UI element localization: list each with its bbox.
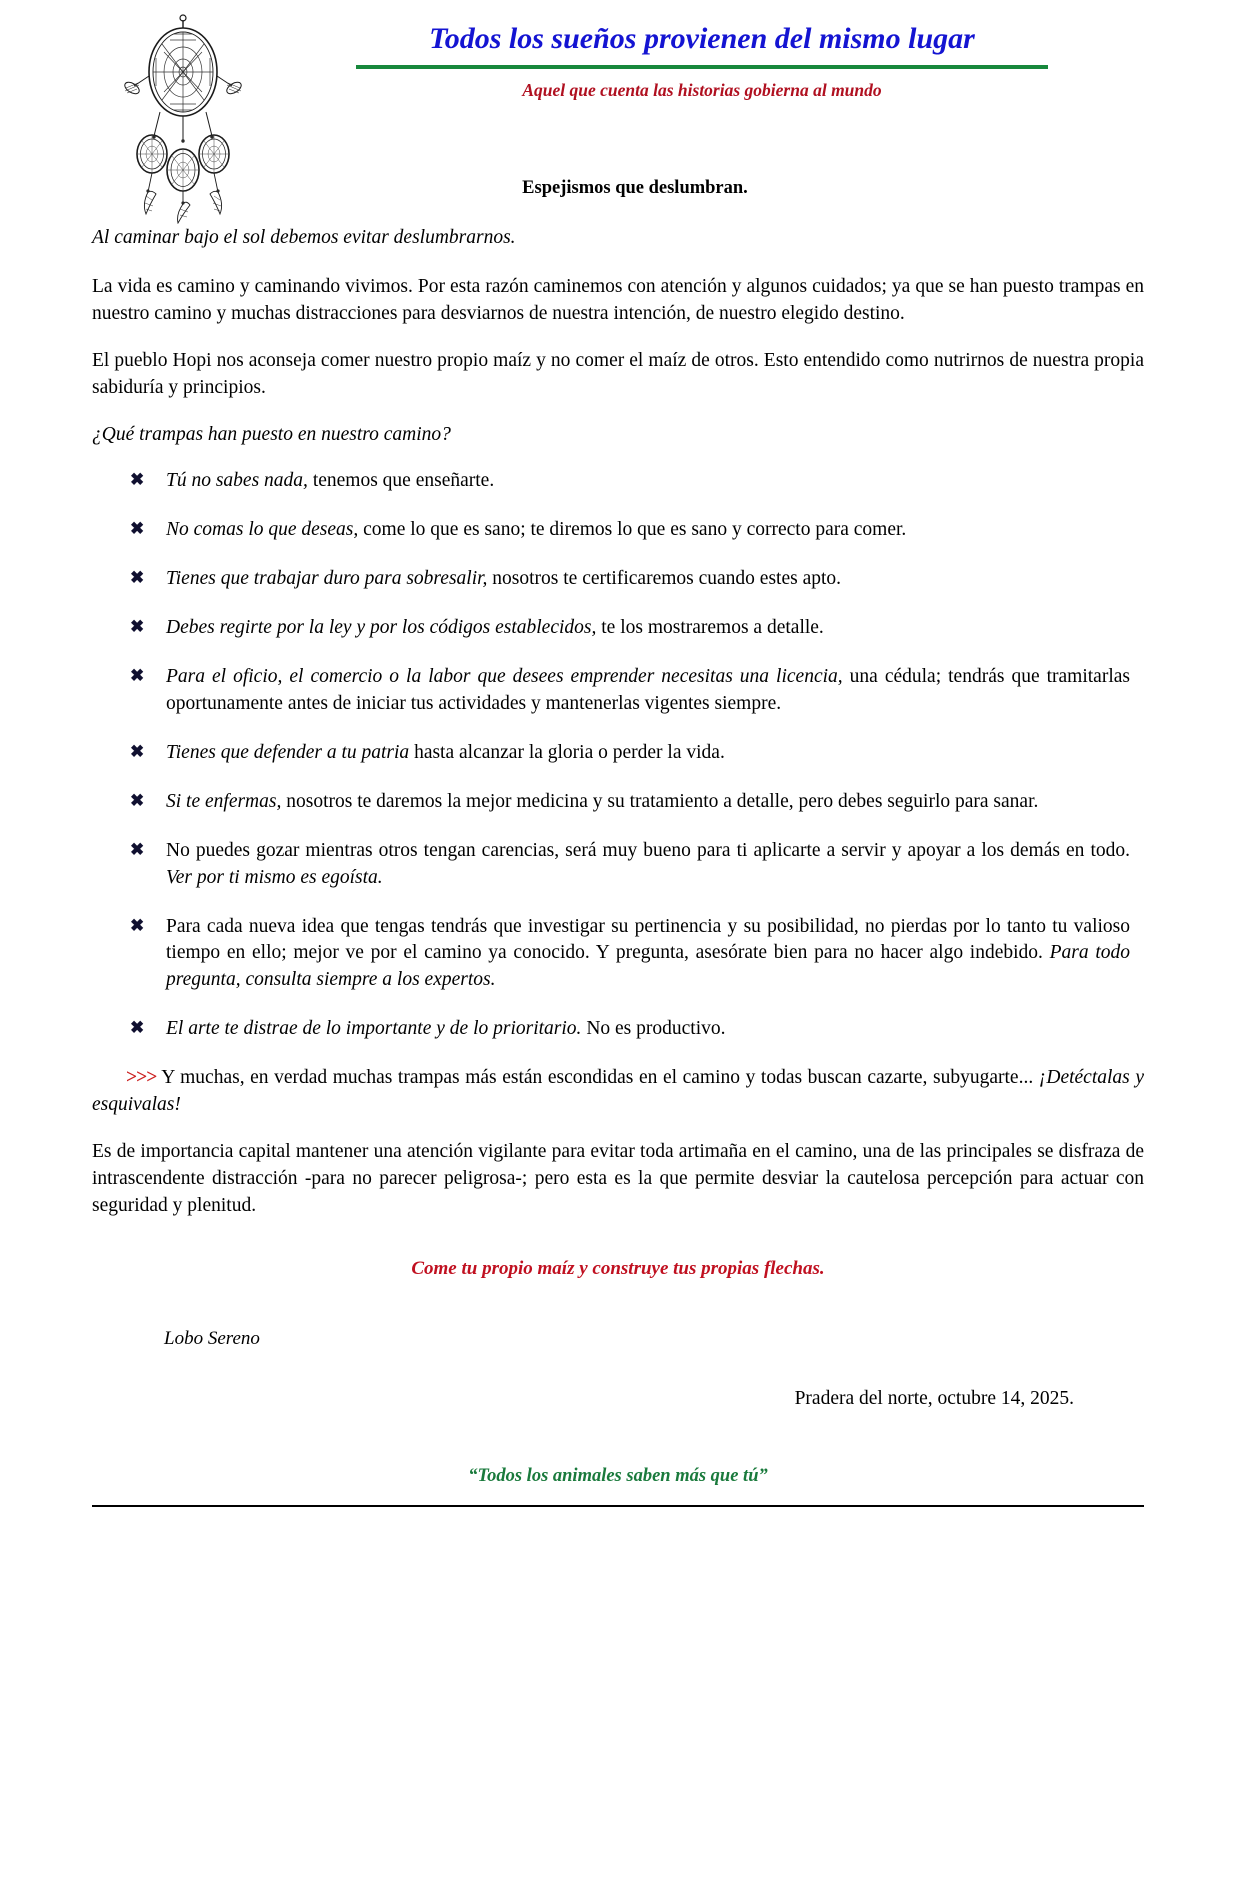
lead-paragraph: Al caminar bajo el sol debemos evitar deslumbrarnos. [92, 227, 516, 248]
header-text-block [262, 22, 1142, 101]
page-title: Todos los sueños provienen del mismo lugar [429, 22, 975, 55]
list-item-emphasis: No comas lo que deseas, [166, 519, 359, 541]
list-item [130, 566, 1130, 593]
list-item-text: nosotros te daremos la mejor medicina y su tratamiento a detalle, pero debes seguirlo para sanar. [281, 790, 1039, 812]
list-item [130, 517, 1130, 544]
list-item-text: hasta alcanzar la gloria o perder la vida. [409, 741, 725, 763]
arrow-marker-icon: >>> [126, 1067, 157, 1089]
list-item-emphasis: Si te enfermas, [166, 790, 282, 812]
list-item-text: come lo que es sano; te diremos lo que es sano y correcto para comer. [358, 519, 907, 541]
footer-quote: “Todos los animales saben más que tú” [468, 1465, 768, 1486]
closing-note [92, 1065, 1144, 1119]
list-item-text: tenemos que enseñarte. [307, 470, 495, 492]
document-body [0, 225, 1236, 1487]
cross-bullet-icon: ✖ [130, 519, 145, 539]
cross-bullet-icon: ✖ [130, 1018, 145, 1038]
list-item-text: No puedes gozar mientras otros tengan carencias, será muy bueno para ti aplicarte a servir y apoyar a los demás en todo. [166, 839, 1130, 861]
cross-bullet-icon: ✖ [130, 915, 145, 935]
list-item-text: nosotros te certificaremos cuando estes apto. [487, 568, 842, 590]
cross-bullet-icon: ✖ [130, 839, 145, 859]
list-item-text: Para cada nueva idea que tengas tendrás que investigar su pertinencia y su posibilidad, no pierdas por lo tanto tu valioso tiempo en ello; mejor ve por el camino ya conocido. Y pregunta, asesórate bien para no hacer algo indebido. [166, 915, 1130, 964]
cross-bullet-icon: ✖ [130, 568, 145, 588]
closing-note-text: Y muchas, en verdad muchas trampas más están escondidas en el camino y todas buscan cazarte, subyugarte... [156, 1067, 1039, 1089]
document-header [0, 0, 1236, 225]
list-item [130, 664, 1130, 718]
traps-list [92, 468, 1144, 1043]
page-subtitle: Aquel que cuenta las historias gobierna al mundo [522, 79, 882, 100]
cross-bullet-icon: ✖ [130, 617, 145, 637]
list-item-emphasis: Para el oficio, el comercio o la labor que desees emprender necesitas una licencia, [166, 666, 843, 688]
paragraph-1: La vida es camino y caminando vivimos. Por esta razón caminemos con atención y algunos cuidados; ya que se han puesto trampas en nuestro camino y muchas distracciones para desviarnos de nuestra intención, de nuestro elegido destino. [92, 275, 1144, 324]
cross-bullet-icon: ✖ [130, 666, 145, 686]
section-title [0, 178, 1236, 199]
list-item-text: te los mostraremos a detalle. [596, 617, 824, 639]
list-item-emphasis: El arte te distrae de lo importante y de lo prioritario. [166, 1018, 582, 1040]
list-item [130, 914, 1130, 995]
bottom-divider [92, 1505, 1144, 1507]
list-item-text: No es productivo. [581, 1018, 726, 1040]
list-item [130, 740, 1130, 767]
cross-bullet-icon: ✖ [130, 470, 145, 490]
list-item-emphasis: Tienes que trabajar duro para sobresalir, [166, 568, 488, 590]
signature: Lobo Sereno [164, 1327, 260, 1349]
list-item-emphasis-tail: Para todo pregunta, consulta siempre a los expertos. [166, 942, 1131, 991]
list-item-emphasis: Debes regirte por la ley y por los códigos establecidos, [166, 617, 597, 639]
section-title-text: Espejismos que deslumbran. [522, 178, 748, 198]
list-item [130, 615, 1130, 642]
list-item-text: una cédula; tendrás que tramitarlas oportunamente antes de iniciar tus actividades y mantenerlas vigentes siempre. [166, 666, 1130, 714]
list-item [130, 789, 1130, 816]
cross-bullet-icon: ✖ [130, 741, 145, 761]
paragraph-2: El pueblo Hopi nos aconseja comer nuestro propio maíz y no comer el maíz de otros. Esto entendido como nutrirnos de nuestra propia sabiduría y principios. [92, 349, 1144, 398]
list-item [130, 468, 1130, 495]
cross-bullet-icon: ✖ [130, 790, 145, 810]
header-divider [356, 65, 1048, 69]
list-item-emphasis: Tú no sabes nada, [166, 470, 308, 492]
list-item-emphasis-tail: Ver por ti mismo es egoísta. [166, 866, 383, 888]
question-paragraph: ¿Qué trampas han puesto en nuestro camino? [92, 423, 451, 445]
list-item-emphasis: Tienes que defender a tu patria [166, 741, 410, 763]
closing-note-emphasis: ¡Detéctalas y esquivalas! [92, 1067, 1144, 1116]
list-item [130, 838, 1130, 892]
motto-line: Come tu propio maíz y construye tus propias flechas. [411, 1257, 825, 1279]
final-paragraph: Es de importancia capital mantener una atención vigilante para evitar toda artimaña en el camino, una de las principales se disfraza de intrascendente distracción -para no parecer peligrosa-; pero esta es la que permite desviar la cautelosa percepción para actuar con seguridad y plenitud. [92, 1140, 1144, 1216]
list-item [130, 1016, 1130, 1043]
dateline: Pradera del norte, octubre 14, 2025. [794, 1387, 1074, 1409]
